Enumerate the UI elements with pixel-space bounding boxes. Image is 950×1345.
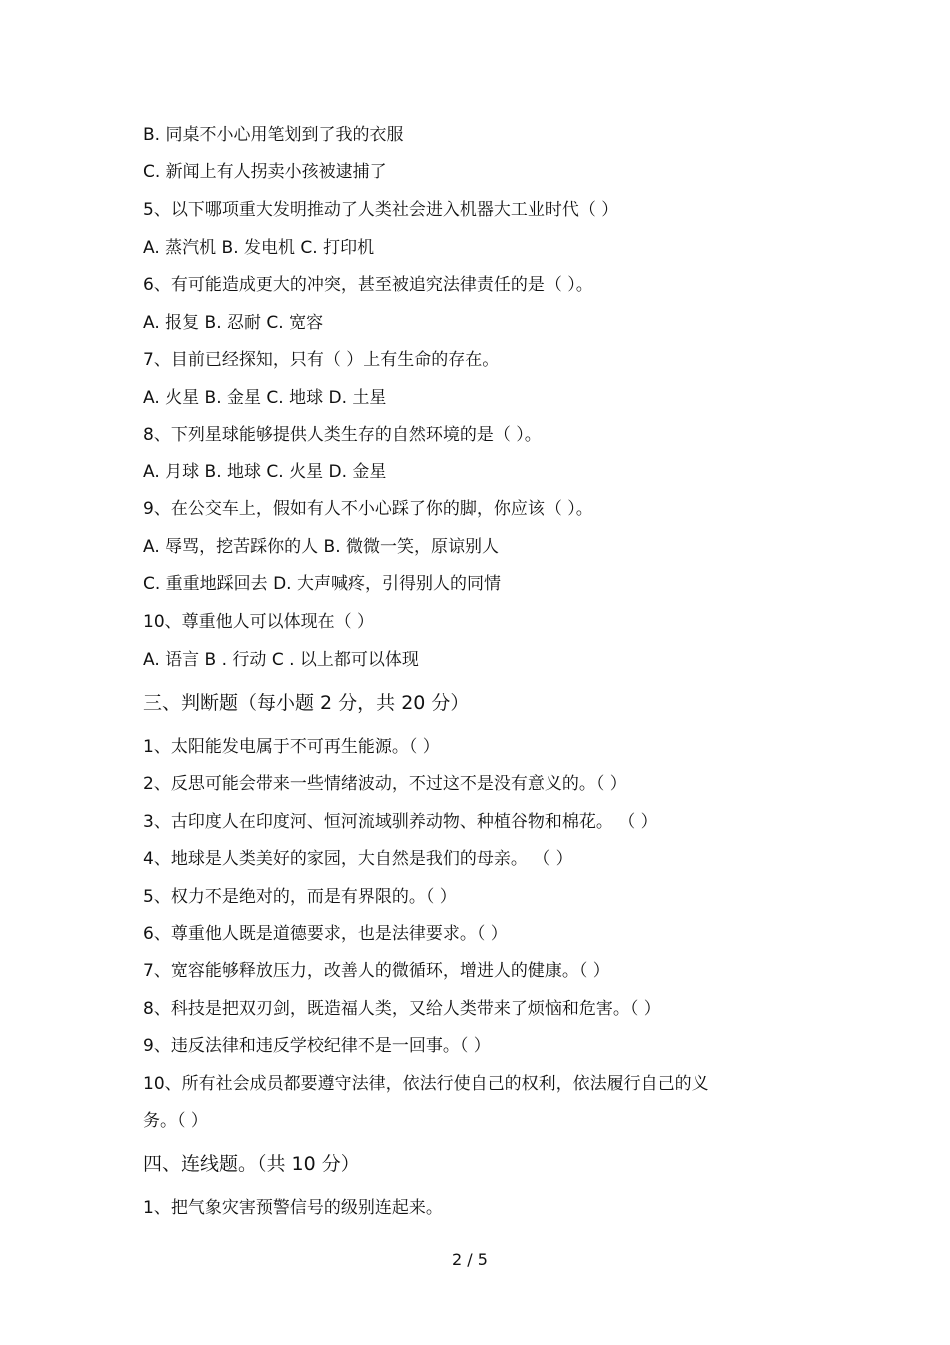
question-line: 9、在公交车上，假如有人不小心踩了你的脚，你应该（ ）。 <box>143 499 593 519</box>
page-number: 2 / 5 <box>452 1250 488 1269</box>
option-line: C. 重重地踩回去 D. 大声喊疼，引得别人的同情 <box>143 574 501 594</box>
judgment-line: 10、所有社会成员都要遵守法律，依法行使自己的权利，依法履行自己的义 <box>143 1074 709 1094</box>
question-line: 6、有可能造成更大的冲突，甚至被追究法律责任的是（ ）。 <box>143 275 593 295</box>
option-line: A. 辱骂，挖苦踩你的人 B. 微微一笑，原谅别人 <box>143 537 500 557</box>
option-line: A. 火星 B. 金星 C. 地球 D. 土星 <box>143 388 387 408</box>
judgment-line: 9、违反法律和违反学校纪律不是一回事。（ ） <box>143 1036 491 1056</box>
judgment-line: 务。（ ） <box>143 1111 208 1131</box>
judgment-line: 5、权力不是绝对的，而是有界限的。（ ） <box>143 887 457 907</box>
judgment-line: 2、反思可能会带来一些情绪波动，不过这不是没有意义的。（ ） <box>143 774 627 794</box>
option-line: A. 月球 B. 地球 C. 火星 D. 金星 <box>143 462 387 482</box>
judgment-line: 7、宽容能够释放压力，改善人的微循环，增进人的健康。（ ） <box>143 961 610 981</box>
section-heading: 三、判断题（每小题 2 分，共 20 分） <box>143 692 470 714</box>
question-line: 8、下列星球能够提供人类生存的自然环境的是（ ）。 <box>143 425 542 445</box>
option-line: B. 同桌不小心用笔划到了我的衣服 <box>143 125 404 145</box>
section-heading: 四、连线题。（共 10 分） <box>143 1153 360 1175</box>
judgment-line: 8、科技是把双刃剑，既造福人类，又给人类带来了烦恼和危害。（ ） <box>143 999 661 1019</box>
option-line: A. 蒸汽机 B. 发电机 C. 打印机 <box>143 238 375 258</box>
judgment-line: 3、古印度人在印度河、恒河流域驯养动物、种植谷物和棉花。 （ ） <box>143 812 658 832</box>
question-line: 7、目前已经探知，只有（ ）上有生命的存在。 <box>143 350 500 370</box>
question-line: 10、尊重他人可以体现在（ ） <box>143 612 375 632</box>
question-line: 1、把气象灾害预警信号的级别连起来。 <box>143 1198 443 1218</box>
option-line: A. 报复 B. 忍耐 C. 宽容 <box>143 313 324 333</box>
option-line: C. 新闻上有人拐卖小孩被逮捕了 <box>143 162 387 182</box>
question-line: 5、以下哪项重大发明推动了人类社会进入机器大工业时代（ ） <box>143 200 619 220</box>
judgment-line: 4、地球是人类美好的家园，大自然是我们的母亲。 （ ） <box>143 849 573 869</box>
option-line: A. 语言 B . 行动 C . 以上都可以体现 <box>143 650 419 670</box>
judgment-line: 1、太阳能发电属于不可再生能源。（ ） <box>143 737 440 757</box>
judgment-line: 6、尊重他人既是道德要求，也是法律要求。（ ） <box>143 924 508 944</box>
